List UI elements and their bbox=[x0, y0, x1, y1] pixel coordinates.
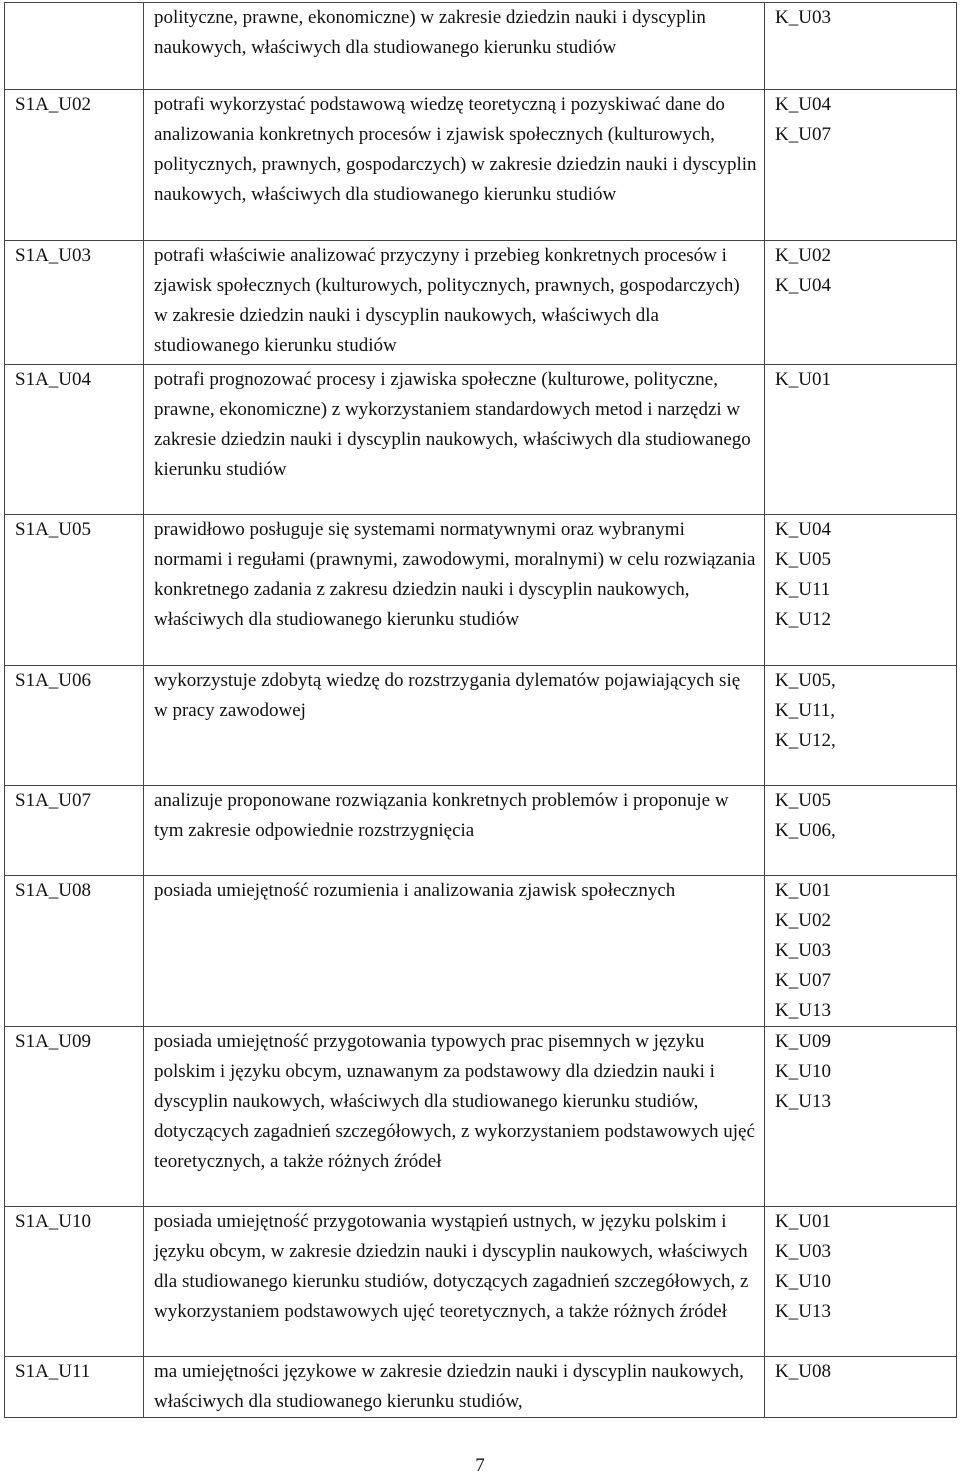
outcome-description: posiada umiejętność przygotowania wystąpień ustnych, w języku polskim i języku obcym, w zakresie dziedzin nauki i dyscyplin naukowych, właściwych dla studiowanego kierunku studiów, dotyczących zagadnień szczegółowych, z wykorzystaniem podstawowych ujęć teoretycznych, a także różnych źródeł bbox=[144, 1207, 765, 1357]
ref-code: K_U05 bbox=[775, 549, 831, 570]
table-row bbox=[5, 876, 957, 1027]
ref-code: K_U07 bbox=[775, 124, 831, 145]
table-row bbox=[5, 3, 957, 90]
outcome-code: S1A_U09 bbox=[5, 1027, 144, 1207]
outcome-refs bbox=[765, 1027, 957, 1207]
ref-code: K_U03 bbox=[775, 7, 831, 28]
ref-code: K_U11, bbox=[775, 700, 835, 721]
page-number: 7 bbox=[475, 1455, 485, 1476]
outcome-description: polityczne, prawne, ekonomiczne) w zakresie dziedzin nauki i dyscyplin naukowych, właściwych dla studiowanego kierunku studiów bbox=[144, 3, 765, 90]
outcome-code: S1A_U05 bbox=[5, 515, 144, 666]
ref-code: K_U11 bbox=[775, 579, 831, 600]
outcome-code bbox=[5, 3, 144, 90]
outcome-refs bbox=[765, 786, 957, 876]
ref-code: K_U10 bbox=[775, 1271, 831, 1292]
outcome-description: analizuje proponowane rozwiązania konkretnych problemów i proponuje w tym zakresie odpowiednie rozstrzygnięcia bbox=[144, 786, 765, 876]
outcome-refs bbox=[765, 1357, 957, 1418]
ref-code: K_U13 bbox=[775, 1000, 831, 1021]
ref-code: K_U08 bbox=[775, 1361, 831, 1382]
ref-code: K_U01 bbox=[775, 880, 831, 901]
ref-code: K_U04 bbox=[775, 94, 831, 115]
outcome-code: S1A_U04 bbox=[5, 365, 144, 515]
ref-code: K_U13 bbox=[775, 1301, 831, 1322]
outcome-description: prawidłowo posługuje się systemami normatywnymi oraz wybranymi normami i regułami (prawnymi, zawodowymi, moralnymi) w celu rozwiązania konkretnego zadania z zakresu dziedzin nauki i dyscyplin naukowych, właściwych dla studiowanego kierunku studiów bbox=[144, 515, 765, 666]
ref-code: K_U02 bbox=[775, 910, 831, 931]
ref-code: K_U10 bbox=[775, 1061, 831, 1082]
outcome-refs bbox=[765, 365, 957, 515]
outcome-description: potrafi prognozować procesy i zjawiska społeczne (kulturowe, polityczne, prawne, ekonomiczne) z wykorzystaniem standardowych metod i narzędzi w zakresie dziedzin nauki i dyscyplin naukowych, właściwych dla studiowanego kierunku studiów bbox=[144, 365, 765, 515]
outcome-code: S1A_U08 bbox=[5, 876, 144, 1027]
outcome-description: posiada umiejętność rozumienia i analizowania zjawisk społecznych bbox=[144, 876, 765, 1027]
outcome-refs bbox=[765, 876, 957, 1027]
outcome-code: S1A_U10 bbox=[5, 1207, 144, 1357]
table-row bbox=[5, 666, 957, 786]
learning-outcomes-table bbox=[4, 2, 957, 1418]
ref-code: K_U07 bbox=[775, 970, 831, 991]
ref-code: K_U09 bbox=[775, 1031, 831, 1052]
table-row bbox=[5, 90, 957, 241]
outcome-code: S1A_U03 bbox=[5, 241, 144, 365]
ref-code: K_U02 bbox=[775, 245, 831, 266]
outcome-description: ma umiejętności językowe w zakresie dziedzin nauki i dyscyplin naukowych, właściwych dla studiowanego kierunku studiów, bbox=[144, 1357, 765, 1418]
ref-code: K_U13 bbox=[775, 1091, 831, 1112]
outcome-refs bbox=[765, 90, 957, 241]
outcome-description: posiada umiejętność przygotowania typowych prac pisemnych w języku polskim i języku obcym, uznawanym za podstawowy dla dziedzin nauki i dyscyplin naukowych, właściwych dla studiowanego kierunku studiów, dotyczących zagadnień szczegółowych, z wykorzystaniem podstawowych ujęć teoretycznych, a także różnych źródeł bbox=[144, 1027, 765, 1207]
outcome-description: wykorzystuje zdobytą wiedzę do rozstrzygania dylematów pojawiających się w pracy zawodowej bbox=[144, 666, 765, 786]
ref-code: K_U03 bbox=[775, 940, 831, 961]
ref-code: K_U04 bbox=[775, 519, 831, 540]
outcome-code: S1A_U11 bbox=[5, 1357, 144, 1418]
table-row bbox=[5, 1357, 957, 1418]
outcome-refs bbox=[765, 666, 957, 786]
table-row bbox=[5, 1027, 957, 1207]
ref-code: K_U03 bbox=[775, 1241, 831, 1262]
table-row bbox=[5, 515, 957, 666]
table-row bbox=[5, 365, 957, 515]
outcome-description: potrafi wykorzystać podstawową wiedzę teoretyczną i pozyskiwać dane do analizowania konkretnych procesów i zjawisk społecznych (kulturowych, politycznych, prawnych, gospodarczych) w zakresie dziedzin nauki i dyscyplin naukowych, właściwych dla studiowanego kierunku studiów bbox=[144, 90, 765, 241]
ref-code: K_U05, bbox=[775, 670, 836, 691]
outcome-refs bbox=[765, 3, 957, 90]
table-row bbox=[5, 1207, 957, 1357]
ref-code: K_U01 bbox=[775, 1211, 831, 1232]
table-row bbox=[5, 786, 957, 876]
ref-code: K_U06, bbox=[775, 820, 836, 841]
ref-code: K_U04 bbox=[775, 275, 831, 296]
outcome-refs bbox=[765, 1207, 957, 1357]
ref-code: K_U01 bbox=[775, 369, 831, 390]
outcome-code: S1A_U06 bbox=[5, 666, 144, 786]
outcome-code: S1A_U02 bbox=[5, 90, 144, 241]
outcome-description: potrafi właściwie analizować przyczyny i przebieg konkretnych procesów i zjawisk społecznych (kulturowych, politycznych, prawnych, gospodarczych) w zakresie dziedzin nauki i dyscyplin naukowych, właściwych dla studiowanego kierunku studiów bbox=[144, 241, 765, 365]
table-body bbox=[5, 3, 957, 1418]
outcome-code: S1A_U07 bbox=[5, 786, 144, 876]
ref-code: K_U12, bbox=[775, 730, 836, 751]
ref-code: K_U05 bbox=[775, 790, 831, 811]
outcome-refs bbox=[765, 515, 957, 666]
table-row bbox=[5, 241, 957, 365]
ref-code: K_U12 bbox=[775, 609, 831, 630]
outcome-refs bbox=[765, 241, 957, 365]
